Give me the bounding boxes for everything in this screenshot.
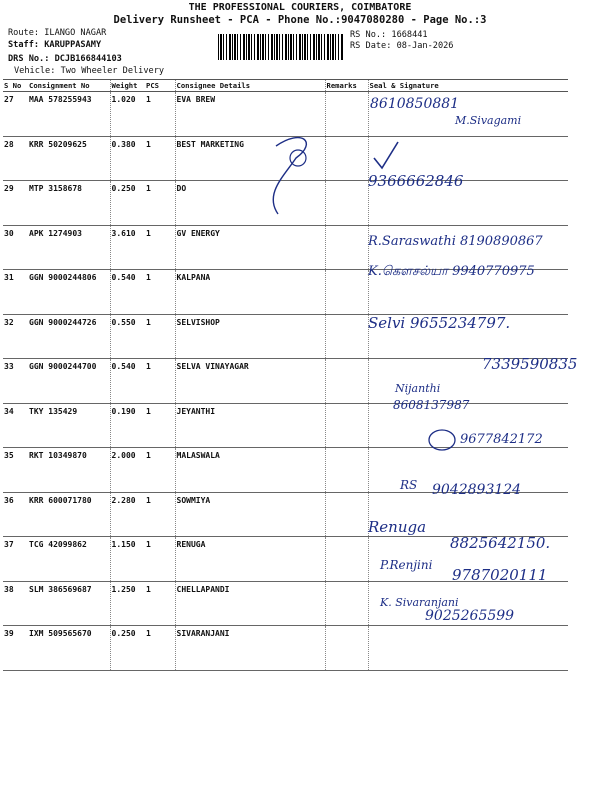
remarks-cell: [325, 448, 368, 493]
handwritten-phone: 8610850881: [370, 96, 460, 112]
weight-value: 0.540: [110, 270, 145, 315]
serial-number: 27: [3, 92, 28, 137]
serial-number: 35: [3, 448, 28, 493]
weight-value: 1.150: [110, 537, 145, 582]
handwritten-signature: Renuga: [368, 518, 427, 536]
remarks-cell: [325, 492, 368, 537]
handwritten-phone: 9787020111: [452, 566, 548, 584]
remarks-cell: [325, 314, 368, 359]
handwritten-signature: P.Renjini: [380, 558, 433, 572]
consignee-name: BEST MARKETING: [175, 136, 325, 181]
consignment-number: APK 1274903: [28, 225, 110, 270]
consignee-name: JEYANTHI: [175, 403, 325, 448]
staff-label: Staff: KARUPPASAMY: [8, 40, 102, 50]
remarks-cell: [325, 225, 368, 270]
remarks-cell: [325, 403, 368, 448]
consignee-name: CHELLAPANDI: [175, 581, 325, 626]
handwritten-initial-icon: [425, 426, 459, 454]
serial-number: 36: [3, 492, 28, 537]
weight-value: 0.550: [110, 314, 145, 359]
serial-number: 30: [3, 225, 28, 270]
pieces-value: 1: [145, 314, 175, 359]
consignment-number: GGN 9000244806: [28, 270, 110, 315]
consignee-name: MALASWALA: [175, 448, 325, 493]
consignee-name: SIVARANJANI: [175, 626, 325, 671]
route-label: Route: ILANGO NAGAR: [8, 28, 107, 38]
col-consignment: Consignment No: [28, 80, 110, 92]
handwritten-phone: 9677842172: [460, 432, 543, 447]
pieces-value: 1: [145, 581, 175, 626]
pieces-value: 1: [145, 359, 175, 404]
serial-number: 29: [3, 181, 28, 226]
serial-number: 31: [3, 270, 28, 315]
consignment-number: TCG 42099862: [28, 537, 110, 582]
col-weight: Weight: [110, 80, 145, 92]
col-consignee: Consignee Details: [175, 80, 325, 92]
weight-value: 1.020: [110, 92, 145, 137]
handwritten-signature: Selvi 9655234797.: [368, 314, 511, 332]
consignment-number: GGN 9000244726: [28, 314, 110, 359]
handwritten-signature: R.Saraswathi 8190890867: [368, 234, 543, 249]
weight-value: 3.610: [110, 225, 145, 270]
consignee-name: SELVA VINAYAGAR: [175, 359, 325, 404]
table-header-row: [3, 80, 568, 92]
weight-value: 2.280: [110, 492, 145, 537]
pieces-value: 1: [145, 448, 175, 493]
handwritten-phone: 9042893124: [432, 482, 522, 498]
serial-number: 39: [3, 626, 28, 671]
handwritten-signature: RS: [400, 478, 418, 492]
pieces-value: 1: [145, 92, 175, 137]
pieces-value: 1: [145, 225, 175, 270]
consignment-number: IXM 509565670: [28, 626, 110, 671]
weight-value: 1.250: [110, 581, 145, 626]
table-row: [3, 626, 568, 671]
remarks-cell: [325, 581, 368, 626]
consignee-name: RENUGA: [175, 537, 325, 582]
weight-value: 2.000: [110, 448, 145, 493]
pieces-value: 1: [145, 626, 175, 671]
handwritten-signature: M.Sivagami: [455, 114, 522, 127]
pieces-value: 1: [145, 403, 175, 448]
weight-value: 0.380: [110, 136, 145, 181]
serial-number: 37: [3, 537, 28, 582]
serial-number: 28: [3, 136, 28, 181]
consignee-name: SELVISHOP: [175, 314, 325, 359]
pieces-value: 1: [145, 492, 175, 537]
handwritten-signature: K.கௌசல்யா 9940770975: [368, 264, 535, 279]
consignment-number: KRR 50209625: [28, 136, 110, 181]
handwritten-phone: 7339590835: [482, 355, 578, 373]
consignment-number: MAA 578255943: [28, 92, 110, 137]
pieces-value: 1: [145, 136, 175, 181]
weight-value: 0.190: [110, 403, 145, 448]
remarks-cell: [325, 359, 368, 404]
pieces-value: 1: [145, 270, 175, 315]
col-signature: Seal & Signature: [368, 80, 568, 92]
consignment-number: TKY 135429: [28, 403, 110, 448]
consignment-number: MTP 3158678: [28, 181, 110, 226]
handwritten-phone: 9025265599: [425, 608, 515, 624]
consignee-name: GV ENERGY: [175, 225, 325, 270]
consignee-name: DO: [175, 181, 325, 226]
rs-date: RS Date: 08-Jan-2026: [350, 41, 454, 51]
consignment-number: KRR 600071780: [28, 492, 110, 537]
serial-number: 33: [3, 359, 28, 404]
vehicle-label: Vehicle: Two Wheeler Delivery: [14, 66, 165, 76]
table-row: [3, 492, 568, 537]
runsheet-title: Delivery Runsheet - PCA - Phone No.:9047080280 - Page No.:3: [113, 14, 487, 26]
company-name: THE PROFESSIONAL COURIERS, COIMBATORE: [188, 2, 412, 13]
handwritten-signature: Nijanthi: [395, 382, 441, 395]
consignment-number: SLM 386569687: [28, 581, 110, 626]
barcode: [218, 34, 344, 60]
weight-value: 0.250: [110, 181, 145, 226]
weight-value: 0.250: [110, 626, 145, 671]
serial-number: 38: [3, 581, 28, 626]
handwritten-phone: 9366662846: [368, 172, 464, 190]
handwritten-signature: K. Sivaranjani: [380, 596, 459, 609]
remarks-cell: [325, 626, 368, 671]
remarks-cell: [325, 537, 368, 582]
consignee-name: KALPANA: [175, 270, 325, 315]
weight-value: 0.540: [110, 359, 145, 404]
rs-number: RS No.: 1668441: [350, 30, 428, 40]
col-remarks: Remarks: [325, 80, 368, 92]
handwritten-phone: 8825642150.: [450, 534, 551, 552]
drs-number: DRS No.: DCJB166844103: [8, 54, 122, 64]
handwritten-phone: 8608137987: [393, 398, 470, 412]
pieces-value: 1: [145, 537, 175, 582]
serial-number: 32: [3, 314, 28, 359]
col-pcs: PCS: [145, 80, 175, 92]
signature-cell: [368, 626, 568, 671]
consignment-number: RKT 10349870: [28, 448, 110, 493]
pieces-value: 1: [145, 181, 175, 226]
remarks-cell: [325, 270, 368, 315]
col-sno: S No: [3, 80, 28, 92]
serial-number: 34: [3, 403, 28, 448]
consignee-name: SOWMIYA: [175, 492, 325, 537]
consignee-name: EVA BREW: [175, 92, 325, 137]
consignment-number: GGN 9000244700: [28, 359, 110, 404]
